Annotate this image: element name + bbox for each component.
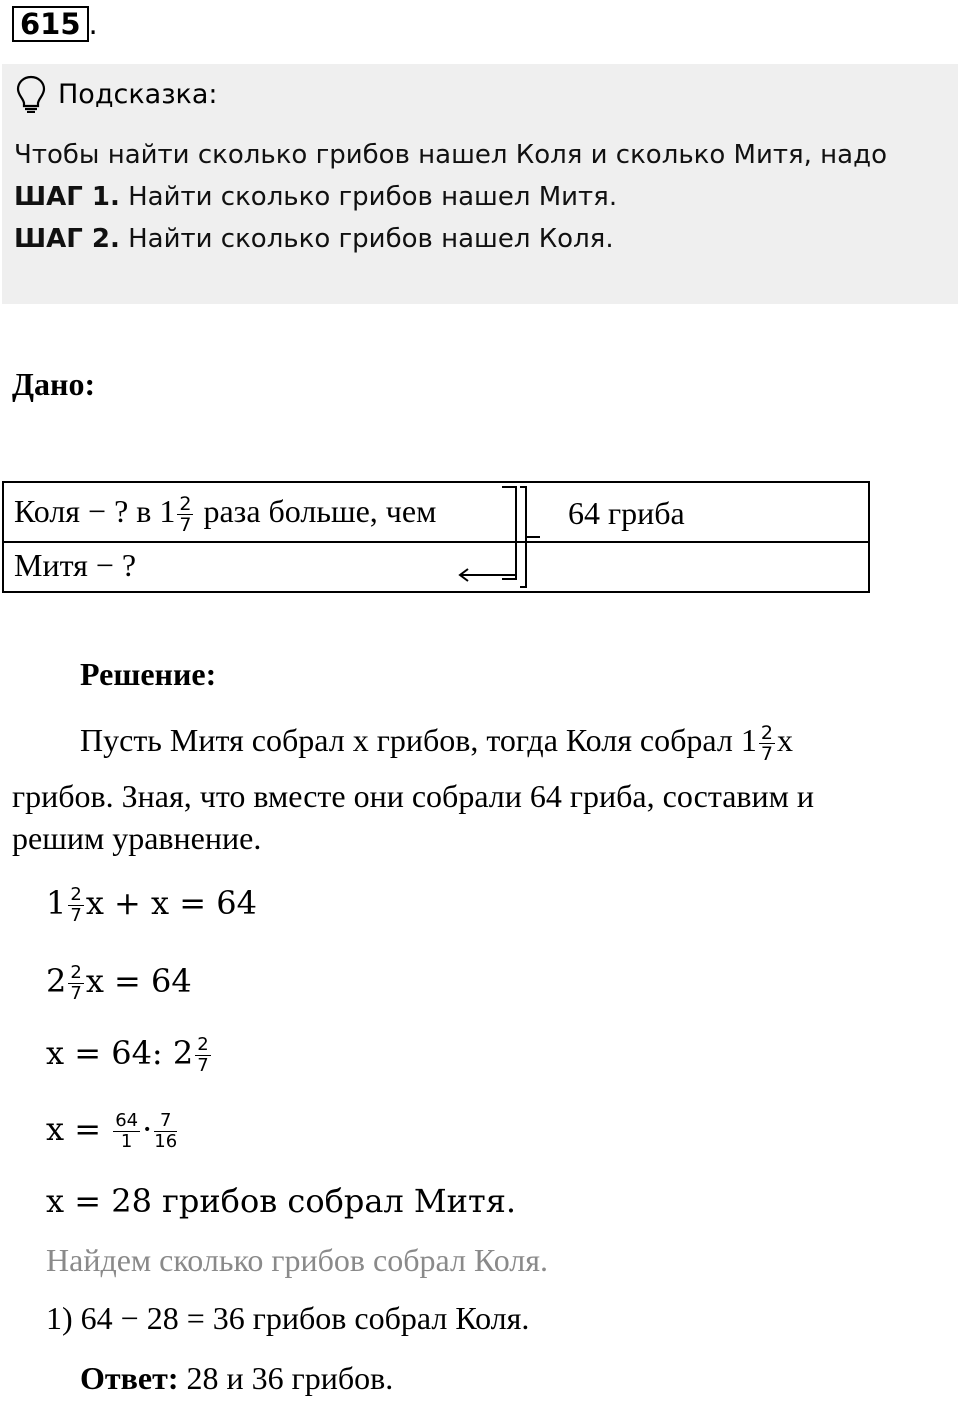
- hint-title: [16, 74, 218, 114]
- equation-1: 1 $\frac{2}{7}$ x + x = 64: [46, 884, 257, 926]
- fraction: $\frac{2}{7}$: [70, 962, 82, 1004]
- solution-paragraph-line-2: грибов. Зная, что вместе они собрали 64 гриба, составим и: [12, 778, 815, 814]
- solution-paragraph-line-3: решим уравнение.: [12, 820, 262, 856]
- table-row-divider: [4, 541, 868, 543]
- equation-4: x = $\frac{64}{1}$ · $\frac{7}{16}$: [46, 1110, 178, 1152]
- fraction: $\frac{2}{7}$: [179, 493, 192, 537]
- given-table: [2, 481, 870, 593]
- relation-bracket: [454, 483, 554, 595]
- equation-3: x = 64: 2 $\frac{2}{7}$: [46, 1034, 209, 1076]
- problem-number: 615 .: [12, 6, 98, 42]
- fraction: $\frac{64}{1}$: [115, 1110, 139, 1152]
- fraction: $\frac{2}{7}$: [197, 1034, 209, 1076]
- fraction: $\frac{2}{7}$: [70, 884, 82, 926]
- kolya-find-line: Найдем сколько грибов собрал Коля.: [46, 1242, 548, 1278]
- fraction: $\frac{7}{16}$: [154, 1110, 178, 1152]
- given-row-kolya: Коля − ? в 1 $\frac{2}{7}$ раза больше, чем: [14, 493, 437, 537]
- equation-2: 2 $\frac{2}{7}$ x = 64: [46, 962, 192, 1004]
- hint-step-1: ШАГ 1. Найти сколько грибов нашел Митя.: [14, 182, 618, 212]
- fraction: $\frac{2}{7}$: [760, 722, 773, 766]
- hint-intro: Чтобы найти сколько грибов нашел Коля и сколько Митя, надо: [14, 140, 887, 170]
- given-title: Дано:: [12, 366, 96, 402]
- hint-title-text: Подсказка:: [58, 78, 218, 110]
- lightbulb-icon: [16, 75, 46, 113]
- given-total: 64 гриба: [568, 495, 685, 531]
- solution-step-1: 1) 64 − 28 = 36 грибов собрал Коля.: [46, 1300, 530, 1336]
- problem-number-box: 615: [12, 6, 89, 42]
- solution-title: Решение:: [80, 656, 217, 692]
- answer-line: Ответ: 28 и 36 грибов.: [80, 1360, 394, 1396]
- given-row-mitya: Митя − ?: [14, 547, 137, 583]
- hint-step-2: ШАГ 2. Найти сколько грибов нашел Коля.: [14, 224, 614, 254]
- equation-5: x = 28 грибов собрал Митя.: [46, 1182, 517, 1220]
- solution-paragraph-line-1: Пусть Митя собрал х грибов, тогда Коля собрал 1 $\frac{2}{7}$ x: [80, 722, 793, 766]
- hint-panel: [2, 64, 958, 304]
